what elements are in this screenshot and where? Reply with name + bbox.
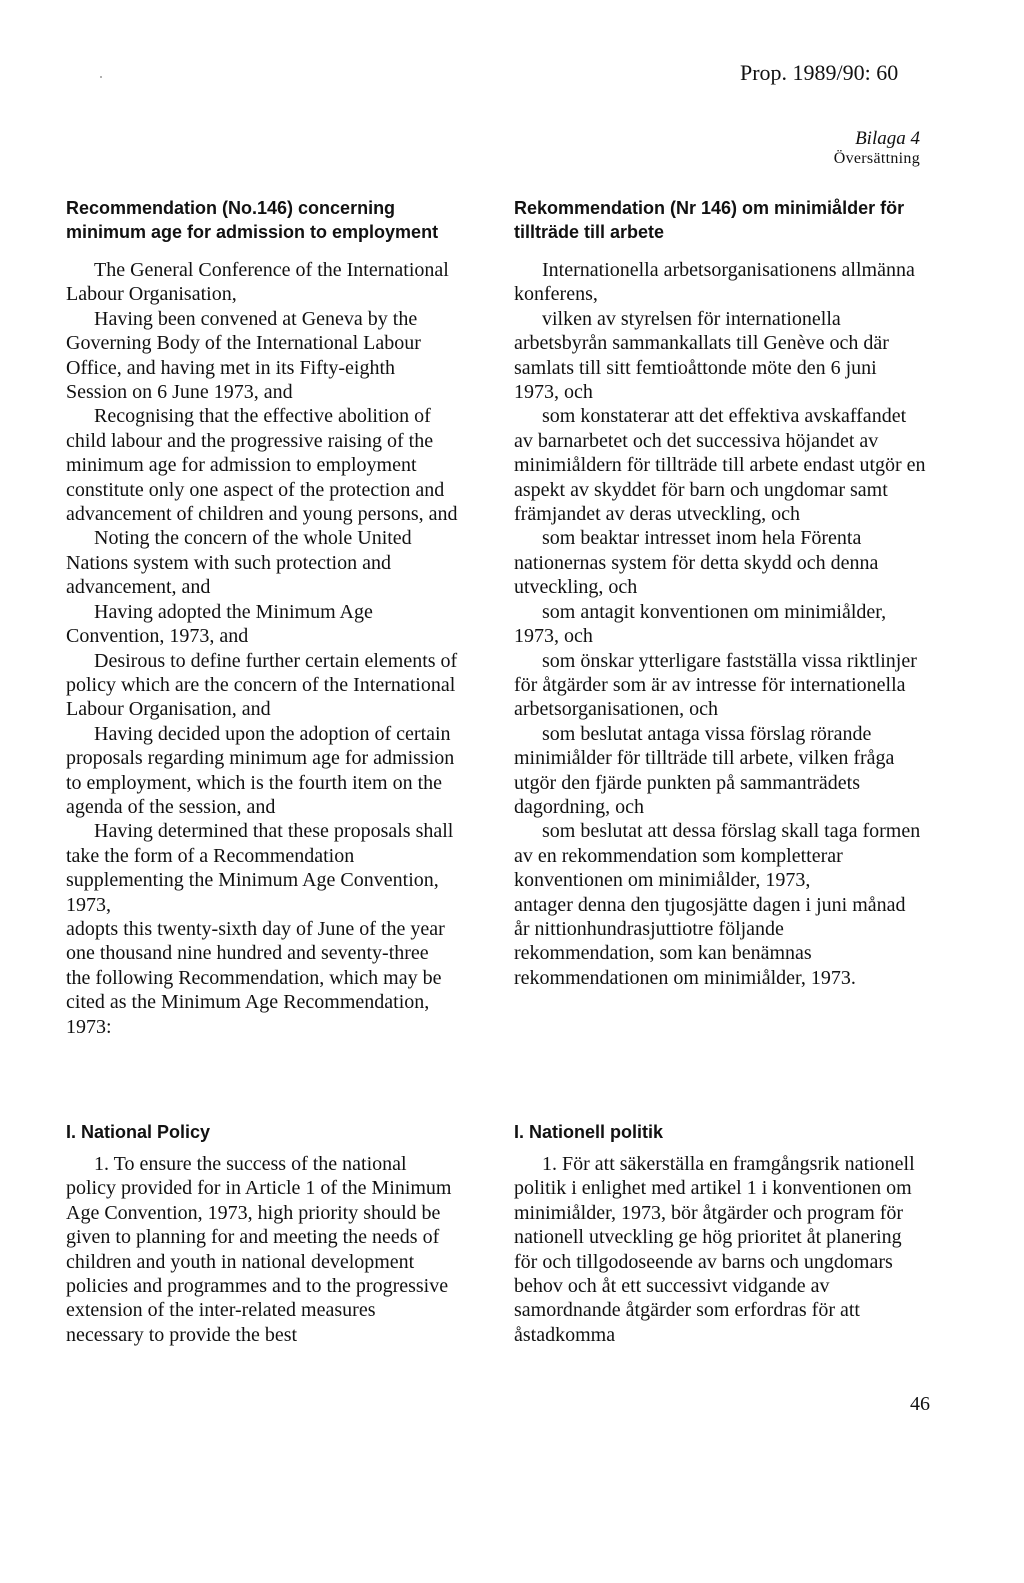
english-column <box>66 196 458 1039</box>
scan-speck <box>100 76 102 78</box>
swedish-preamble-4: som beaktar intresset inom hela Förenta nationernas system för detta skydd och denna utveckling, och <box>514 527 879 599</box>
english-section-1 <box>66 1120 458 1347</box>
swedish-section-heading: I. Nationell politik <box>514 1122 664 1142</box>
swedish-adopts: antager denna den tjugosjätte dagen i juni månad år nittionhundrasjuttiotre följande rekommendation, som kan benämnas rekommendationen om minimiålder, 1973. <box>514 893 906 989</box>
english-preamble-6: Desirous to define further certain elements of policy which are the concern of the International Labour Organisation, and <box>66 649 458 721</box>
english-section-heading: I. National Policy <box>66 1122 211 1142</box>
swedish-preamble-6: som önskar ytterligare fastställa vissa riktlinjer för åtgärder som är av intresse för internationella arbetsorganisationen, och <box>514 649 917 721</box>
swedish-title: Rekommendation (Nr 146) om minimiålder för tillträde till arbete <box>514 198 905 242</box>
swedish-preamble-7: som beslutat antaga vissa förslag rörande minimiålder för tillträde till arbete, vilken fråga utgör den fjärde punkten på sammanträdets dagordning, och <box>514 722 895 818</box>
english-preamble-7: Having decided upon the adoption of certain proposals regarding minimum age for admission to employment, which is the fourth item on the agenda of the session, and <box>66 722 455 818</box>
swedish-column <box>514 196 926 990</box>
swedish-preamble-2: vilken av styrelsen för internationella arbetsbyrån sammankallats till Genève och där samlats till sitt femtioåttonde möte den 6 juni 1973, och <box>514 307 889 404</box>
appendix-label: Bilaga 4 <box>855 128 920 149</box>
swedish-preamble-3: som konstaterar att det effektiva avskaffandet av barnarbetet och det successiva höjandet av minimiåldern för tillträde till arbete endast utgör en aspekt av skyddet för barn och ungdomar samt främjandet av deras utveckling, och <box>514 405 926 526</box>
swedish-section-1 <box>514 1120 926 1347</box>
english-preamble-8: Having determined that these proposals shall take the form of a Recommendation supplementing the Minimum Age Convention, 1973, <box>66 820 454 916</box>
english-adopts: adopts this twenty-sixth day of June of the year one thousand nine hundred and seventy-three the following Recommendation, which may be cited as the Minimum Age Recommendation, 1973: <box>66 917 445 1038</box>
swedish-preamble-1: Internationella arbetsorganisationens allmänna konferens, <box>514 259 915 306</box>
page-number: 46 <box>910 1393 930 1415</box>
swedish-section-text: 1. För att säkerställa en framgångsrik nationell politik i enlighet med artikel 1 i konventionen om minimiålder, 1973, bör åtgärder och program för nationell utveckling ge hög prioritet åt planering för och tillgodoseende av barns och ungdomars behov och åt ett successivt vidgande av samordnande åtgärder som erfordras för att åstadkomma <box>514 1153 915 1346</box>
english-section-text: 1. To ensure the success of the national policy provided for in Article 1 of the Minimum Age Convention, 1973, high priority should be given to planning for and meeting the needs of children and youth in national development policies and programmes and to the progressive extension of the inter-related measures necessary to provide the best <box>66 1153 452 1346</box>
english-title: Recommendation (No.146) concerning minimum age for admission to employment <box>66 198 439 242</box>
english-preamble-3: Recognising that the effective abolition of child labour and the progressive raising of the minimum age for admission to employment constitute only one aspect of the protection and advancement of children and young persons, and <box>66 405 458 526</box>
swedish-preamble-5: som antagit konventionen om minimiålder, 1973, och <box>514 600 887 648</box>
translation-label: Översättning <box>833 150 920 167</box>
swedish-preamble-8: som beslutat att dessa förslag skall taga formen av en rekommendation som kompletterar konventionen om minimiålder, 1973, <box>514 820 921 892</box>
document-reference: Prop. 1989/90: 60 <box>740 60 899 85</box>
english-preamble-1: The General Conference of the International Labour Organisation, <box>66 259 449 306</box>
english-preamble-2: Having been convened at Geneva by the Governing Body of the International Labour Office, and having met in its Fifty-eighth Session on 6 June 1973, and <box>66 307 421 404</box>
english-preamble-4: Noting the concern of the whole United Nations system with such protection and advancement, and <box>66 527 412 599</box>
english-preamble-5: Having adopted the Minimum Age Convention, 1973, and <box>66 600 373 648</box>
